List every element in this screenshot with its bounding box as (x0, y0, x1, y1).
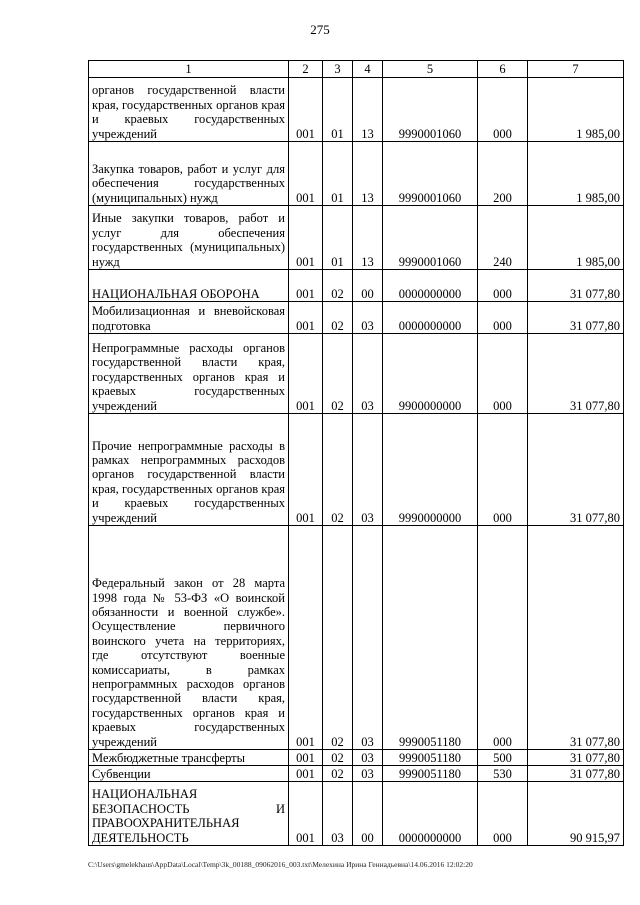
target-article-cell: 9990001060 (383, 78, 478, 142)
expense-type-cell: 000 (478, 782, 528, 846)
expense-type-cell: 000 (478, 302, 528, 334)
target-article-cell: 0000000000 (383, 782, 478, 846)
amount-cell: 31 077,80 (528, 334, 624, 414)
expense-type-cell: 000 (478, 270, 528, 302)
subsection-code-cell: 00 (353, 782, 383, 846)
chapter-code-cell: 001 (289, 750, 323, 766)
expense-type-cell: 000 (478, 334, 528, 414)
row-name-cell: Мобилизационная и вневойсковая подготовка (89, 302, 289, 334)
target-article-cell: 9990001060 (383, 206, 478, 270)
table-row (89, 142, 624, 206)
header-cell: 6 (478, 61, 528, 78)
table-row (89, 526, 624, 750)
header-cell: 2 (289, 61, 323, 78)
expense-type-cell: 200 (478, 142, 528, 206)
expense-type-cell: 500 (478, 750, 528, 766)
chapter-code-cell: 001 (289, 766, 323, 782)
header-cell: 5 (383, 61, 478, 78)
section-code-cell: 02 (323, 526, 353, 750)
amount-cell: 90 915,97 (528, 782, 624, 846)
table-row (89, 334, 624, 414)
target-article-cell: 9900000000 (383, 334, 478, 414)
target-article-cell: 0000000000 (383, 270, 478, 302)
subsection-code-cell: 13 (353, 142, 383, 206)
target-article-cell: 9990051180 (383, 750, 478, 766)
row-name-cell: Иные закупки товаров, работ и услуг для обеспечения государственных (муниципальных) нужд (89, 206, 289, 270)
expense-type-cell: 000 (478, 78, 528, 142)
subsection-code-cell: 03 (353, 414, 383, 526)
amount-cell: 1 985,00 (528, 206, 624, 270)
section-code-cell: 02 (323, 750, 353, 766)
target-article-cell: 9990001060 (383, 142, 478, 206)
target-article-cell: 9990051180 (383, 526, 478, 750)
table-header-row (89, 61, 624, 78)
page-number: 275 (310, 22, 330, 37)
amount-cell: 31 077,80 (528, 302, 624, 334)
expense-type-cell: 000 (478, 414, 528, 526)
chapter-code-cell: 001 (289, 142, 323, 206)
subsection-code-cell: 13 (353, 206, 383, 270)
row-name-cell: НАЦИОНАЛЬНАЯ БЕЗОПАСНОСТЬ И ПРАВООХРАНИТЕЛЬНАЯ ДЕЯТЕЛЬНОСТЬ (89, 782, 289, 846)
expense-type-cell: 240 (478, 206, 528, 270)
section-code-cell: 02 (323, 270, 353, 302)
expense-type-cell: 530 (478, 766, 528, 782)
subsection-code-cell: 03 (353, 302, 383, 334)
budget-table (88, 60, 624, 846)
table-row (89, 414, 624, 526)
subsection-code-cell: 13 (353, 78, 383, 142)
amount-cell: 31 077,80 (528, 766, 624, 782)
table-row (89, 78, 624, 142)
row-name-cell: органов государственной власти края, государственных органов края и краевых государственных учреждений (89, 78, 289, 142)
subsection-code-cell: 03 (353, 766, 383, 782)
target-article-cell: 0000000000 (383, 302, 478, 334)
amount-cell: 31 077,80 (528, 750, 624, 766)
target-article-cell: 9990000000 (383, 414, 478, 526)
row-name-cell: Федеральный закон от 28 марта 1998 года № 53-ФЗ «О воинской обязанности и военной службе». Осуществление первичного воинского учета на территориях, где отсутствуют военные комиссариаты, в рамках непрограммных расходов органов государственной власти края, государственных органов края и краевых государственных учреждений (89, 526, 289, 750)
table-row (89, 302, 624, 334)
section-code-cell: 01 (323, 142, 353, 206)
chapter-code-cell: 001 (289, 78, 323, 142)
section-code-cell: 02 (323, 334, 353, 414)
chapter-code-cell: 001 (289, 334, 323, 414)
header-cell: 3 (323, 61, 353, 78)
chapter-code-cell: 001 (289, 302, 323, 334)
row-name-cell: Прочие непрограммные расходы в рамках непрограммных расходов органов государственной власти края, государственных органов края и краевых государственных учреждений (89, 414, 289, 526)
row-name-cell: Субвенции (89, 766, 289, 782)
chapter-code-cell: 001 (289, 206, 323, 270)
section-code-cell: 01 (323, 206, 353, 270)
table-row (89, 782, 624, 846)
expense-type-cell: 000 (478, 526, 528, 750)
chapter-code-cell: 001 (289, 270, 323, 302)
table-row (89, 270, 624, 302)
table-row (89, 766, 624, 782)
table-row (89, 750, 624, 766)
row-name-cell: НАЦИОНАЛЬНАЯ ОБОРОНА (89, 270, 289, 302)
row-name-cell: Закупка товаров, работ и услуг для обеспечения государственных (муниципальных) нужд (89, 142, 289, 206)
subsection-code-cell: 03 (353, 334, 383, 414)
section-code-cell: 03 (323, 782, 353, 846)
header-cell: 7 (528, 61, 624, 78)
subsection-code-cell: 00 (353, 270, 383, 302)
chapter-code-cell: 001 (289, 414, 323, 526)
amount-cell: 31 077,80 (528, 414, 624, 526)
chapter-code-cell: 001 (289, 782, 323, 846)
section-code-cell: 02 (323, 414, 353, 526)
amount-cell: 1 985,00 (528, 142, 624, 206)
section-code-cell: 01 (323, 78, 353, 142)
subsection-code-cell: 03 (353, 750, 383, 766)
header-cell: 4 (353, 61, 383, 78)
table-row (89, 206, 624, 270)
section-code-cell: 02 (323, 766, 353, 782)
row-name-cell: Межбюджетные трансферты (89, 750, 289, 766)
chapter-code-cell: 001 (289, 526, 323, 750)
subsection-code-cell: 03 (353, 526, 383, 750)
target-article-cell: 9990051180 (383, 766, 478, 782)
footer-file-path: C:\Users\gmelekhaus\AppData\Local\Temp\3k_00188_09062016_003.txt\Мелехина Ирина Геннадьевна\14.06.2016 12:02:20 (88, 860, 473, 869)
amount-cell: 31 077,80 (528, 526, 624, 750)
row-name-cell: Непрограммные расходы органов государственной власти края, государственных органов края и краевых государственных учреждений (89, 334, 289, 414)
header-cell: 1 (89, 61, 289, 78)
section-code-cell: 02 (323, 302, 353, 334)
amount-cell: 31 077,80 (528, 270, 624, 302)
amount-cell: 1 985,00 (528, 78, 624, 142)
